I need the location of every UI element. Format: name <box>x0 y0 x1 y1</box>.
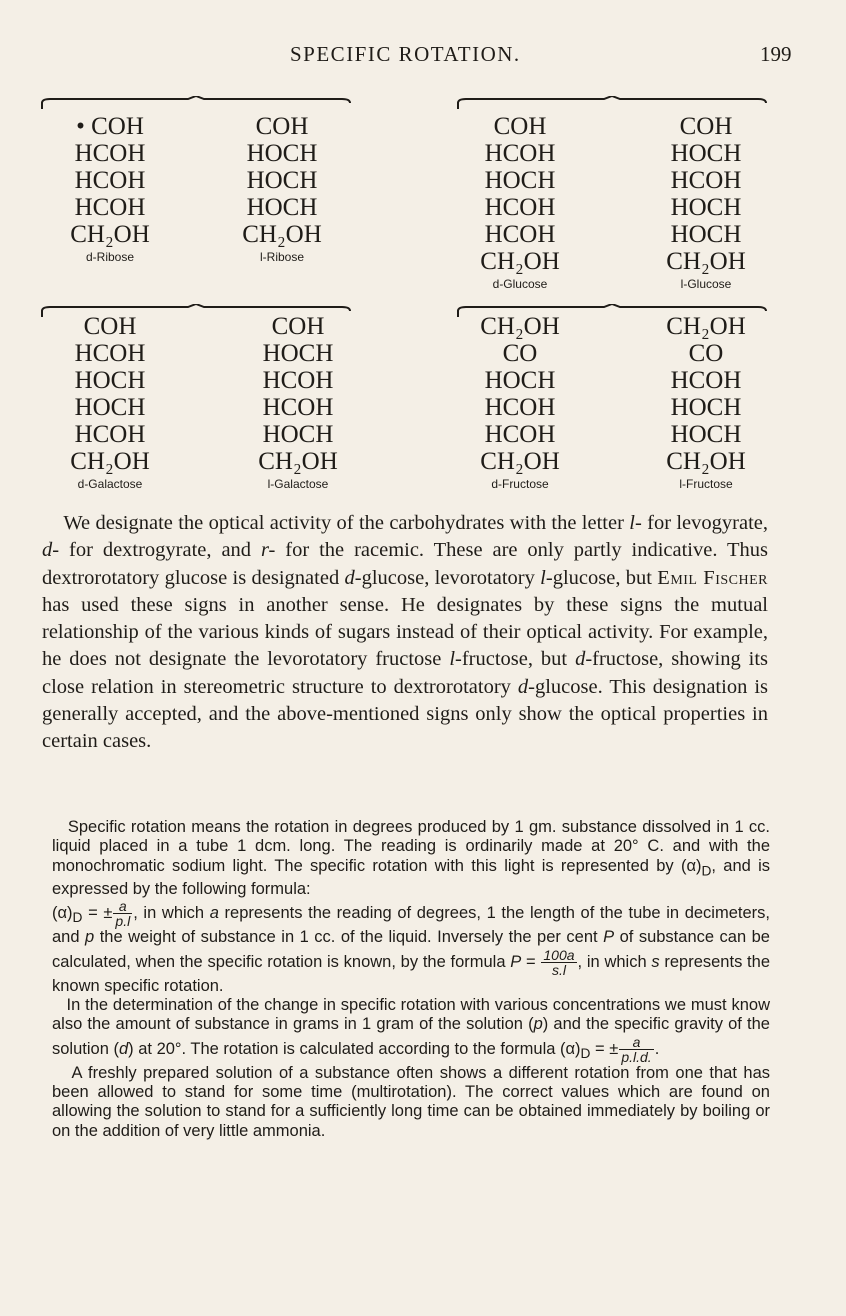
text-run: d- <box>344 566 362 589</box>
formula-line: HCOH <box>484 194 556 221</box>
author-name: Emil Fischer <box>657 566 768 589</box>
designation-paragraph <box>42 510 768 756</box>
text-run: for levogyrate, <box>641 512 768 534</box>
specific-rotation-section <box>52 818 770 1141</box>
formula-line: HOCH <box>262 340 334 367</box>
formula-line: CO <box>502 340 538 367</box>
formula-line: CO <box>688 340 724 367</box>
formula-line: HOCH <box>484 167 556 194</box>
subscript: D <box>701 862 712 878</box>
sugar-label: d-Glucose <box>492 277 548 291</box>
text-run: for the racemic. These are only partly indicative. Thus dextrorotatory glucose is designated <box>42 539 769 589</box>
text-run: glucose. This designation is generally accepted, and the above-mentioned signs only show the optical properties in certain cases. <box>42 675 768 753</box>
numerator: a <box>632 1033 641 1050</box>
text-run: l- <box>540 566 553 589</box>
text-run: glucose, but <box>552 566 658 589</box>
text-run: the weight of substance in 1 cc. of the liquid. Inversely the per cent <box>94 928 604 947</box>
fraction-a-over-pld <box>619 1035 653 1064</box>
formula-l-glucose <box>636 113 776 292</box>
denominator: s.l <box>541 962 576 977</box>
formula-l-galactose <box>228 313 368 492</box>
text-run: d <box>118 1039 129 1058</box>
running-header <box>0 40 846 70</box>
page-header-title: SPECIFIC ROTATION. <box>290 42 521 66</box>
formula-line: HCOH <box>484 140 556 167</box>
text-run: ) and the specific gravity of the solution ( <box>52 1015 770 1058</box>
sugar-label: l-Ribose <box>259 250 304 264</box>
sugar-label: l-Fructose <box>679 477 733 491</box>
formula-d-glucose <box>450 113 590 292</box>
brace-glucose <box>456 96 768 110</box>
formula-line: CH₂OH <box>258 448 338 475</box>
formula-line: HOCH <box>246 140 318 167</box>
formula-line: HCOH <box>74 194 146 221</box>
text-run: In the determination of the change in specific rotation with various concentrations we must know also the amount of substance in grams in 1 gram of the solution ( <box>52 996 770 1034</box>
text-run: ) at 20°. The rotation is calculated according to the formula (α) <box>128 1039 581 1058</box>
formula-part: (α) <box>52 904 73 923</box>
formula-line: COH <box>271 313 325 340</box>
formula-line: CH₂OH <box>666 448 746 475</box>
formula-line: HOCH <box>74 367 146 394</box>
text-run: , in which <box>133 904 210 923</box>
formula-d-ribose <box>40 113 180 265</box>
formula-line: HOCH <box>670 140 742 167</box>
text-run: We designate the optical activity of the carbohydrates with the letter <box>63 512 630 534</box>
text-run: has used these signs in another sense. He designates by these signs the mutual relationship of the various kinds of sugars instead of their optical activity. For example, he does not designate the levorotatory fructose <box>42 593 768 671</box>
text-run: r- <box>260 539 276 562</box>
sugar-label: l-Galactose <box>267 477 329 491</box>
text-run: a <box>209 904 219 923</box>
numerator: 100a <box>543 946 575 963</box>
formula-line: HOCH <box>262 421 334 448</box>
formula-line: COH <box>255 113 309 140</box>
formula-line: CH₂OH <box>480 313 560 340</box>
formula-line: HCOH <box>74 167 146 194</box>
subscript: D <box>580 1045 591 1061</box>
text-run: d- <box>42 539 60 562</box>
denominator: p.l.d. <box>621 1048 652 1065</box>
formula-l-ribose <box>212 113 352 265</box>
formula-line: HCOH <box>74 140 146 167</box>
formula-line: CH₂OH <box>666 313 746 340</box>
formula-d-galactose <box>40 313 180 492</box>
text-run: P <box>510 952 522 971</box>
formula-line: HOCH <box>670 194 742 221</box>
formula-part: = <box>521 952 541 971</box>
text-run: , in which <box>577 952 652 971</box>
sugar-label: d-Galactose <box>77 477 143 491</box>
formula-l-fructose <box>636 313 776 492</box>
concentration-paragraph <box>52 996 770 1064</box>
fraction-a-over-pl <box>113 899 132 928</box>
fraction-100a-over-sl <box>541 948 576 977</box>
formula-line: HCOH <box>670 167 742 194</box>
formula-line: HCOH <box>670 367 742 394</box>
sugar-label: d-Ribose <box>85 250 135 264</box>
text-run: of substance can be calculated, when the specific rotation is known, by the formula <box>52 928 770 971</box>
formula-line: CH₂OH <box>242 221 322 248</box>
page-number: 199 <box>760 42 792 66</box>
text-run: P <box>603 928 615 947</box>
numerator: a <box>118 898 127 915</box>
formula-line: CH₂OH <box>480 448 560 475</box>
denominator: p.l <box>115 913 131 930</box>
formula-line: HCOH <box>74 421 146 448</box>
text-run: fructose, showing its close relation in stereometric structure to dextrorotatory <box>42 648 768 698</box>
formula-part: = ± <box>590 1039 619 1058</box>
formula-line: COH <box>493 113 547 140</box>
text-run: d- <box>517 675 535 698</box>
subscript: D <box>72 910 83 926</box>
formula-line: CH₂OH <box>480 248 560 275</box>
text-run: d- <box>575 648 593 671</box>
text-run: p <box>533 1015 543 1034</box>
multirotation-paragraph <box>52 1064 770 1141</box>
formula-line: HOCH <box>74 394 146 421</box>
text-run: for dextrogyrate, and <box>59 539 261 562</box>
formula-line: HCOH <box>262 394 334 421</box>
text-run: s <box>651 952 660 971</box>
brace-ribose <box>40 96 352 110</box>
text-run: A freshly prepared solution of a substance often shows a different rotation from one that has been allowed to stand for some time (multirotation). The correct values which are found on allowing the solution to stand for a sufficiently long time can be obtained immediately by boiling or on the addition of very little ammonia. <box>52 1063 770 1140</box>
formula-d-fructose <box>450 313 590 492</box>
text-run: l- <box>629 512 642 534</box>
formula-line: HCOH <box>74 340 146 367</box>
formula-line: HOCH <box>670 394 742 421</box>
formula-line: HOCH <box>246 167 318 194</box>
formula-part: = ± <box>82 904 113 923</box>
text-run: fructose, but <box>461 648 576 671</box>
text-run: p <box>85 928 95 947</box>
text-run: represents the known specific rotation. <box>52 952 770 995</box>
formula-line: HCOH <box>484 421 556 448</box>
formula-line: HCOH <box>484 394 556 421</box>
formula-line: HOCH <box>484 367 556 394</box>
text-run: Specific rotation means the rotation in degrees produced by 1 gm. substance dissolved in 1 cc. liquid placed in a tube 1 dcm. long. The reading is ordinarily made at 20° C. and with the monochromatic sodium light. The specific rotation with this light is represented by (α) <box>52 818 770 875</box>
text-run: l- <box>449 648 462 671</box>
definition-paragraph <box>52 818 770 996</box>
formula-line: CH₂OH <box>70 221 150 248</box>
sugar-label: l-Glucose <box>680 277 732 291</box>
formula-line: HOCH <box>670 421 742 448</box>
text-run: glucose, levorotatory <box>361 566 541 589</box>
text-run: . <box>654 1039 660 1058</box>
formula-line: CH₂OH <box>666 248 746 275</box>
formula-line: HOCH <box>246 194 318 221</box>
text-run: , and is expressed by the following formula: <box>52 856 770 899</box>
formula-line: CH₂OH <box>70 448 150 475</box>
formula-line: • COH <box>76 113 144 140</box>
formula-line: HCOH <box>484 221 556 248</box>
text-run: represents the reading of degrees, 1 the length of the tube in decimeters, and <box>52 904 770 947</box>
formula-line: HOCH <box>670 221 742 248</box>
formula-line: COH <box>679 113 733 140</box>
formula-line: COH <box>83 313 137 340</box>
sugar-label: d-Fructose <box>491 477 549 491</box>
formula-line: HCOH <box>262 367 334 394</box>
